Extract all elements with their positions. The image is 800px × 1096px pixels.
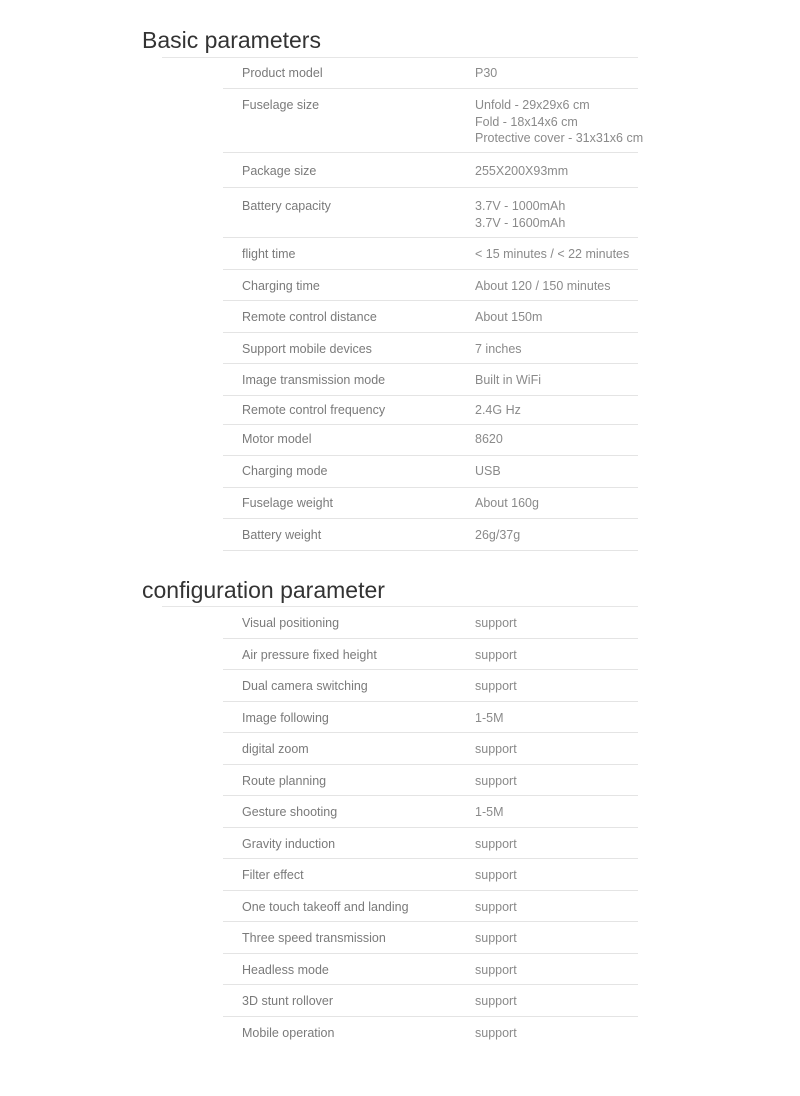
table-row <box>223 607 638 639</box>
row-value: support <box>475 616 517 630</box>
row-label: Filter effect <box>242 868 304 882</box>
row-label: Battery weight <box>242 528 322 542</box>
row-value: 7 inches <box>475 342 522 356</box>
row-value: < 15 minutes / < 22 minutes <box>475 247 630 261</box>
row-label: Gesture shooting <box>242 805 338 819</box>
table-row <box>223 488 638 519</box>
row-label: Image transmission mode <box>242 373 386 387</box>
table-row <box>223 89 644 153</box>
table-row <box>223 985 638 1017</box>
row-label: Gravity induction <box>242 837 336 851</box>
row-value: support <box>475 742 517 756</box>
row-value: support <box>475 994 517 1008</box>
configuration-parameter-title: configuration parameter <box>142 577 385 603</box>
row-label: Battery capacity <box>242 199 331 213</box>
row-value: P30 <box>475 66 498 80</box>
table-row <box>223 188 638 238</box>
row-value: 26g/37g <box>475 528 521 542</box>
table-row <box>223 425 638 456</box>
table-row <box>223 765 638 796</box>
row-label: Mobile operation <box>242 1026 335 1040</box>
table-row <box>223 270 638 301</box>
table-row <box>223 238 638 270</box>
row-label: Remote control distance <box>242 310 377 324</box>
table-row <box>223 456 638 488</box>
row-label: Fuselage weight <box>242 496 334 510</box>
row-value: 255X200X93mm <box>475 164 569 178</box>
table-row <box>223 828 638 859</box>
table-row <box>223 922 638 954</box>
row-label: digital zoom <box>242 742 309 756</box>
table-row <box>223 396 638 425</box>
table-row <box>223 1017 638 1048</box>
row-label: Three speed transmission <box>242 931 386 945</box>
row-value: 1-5M <box>475 711 504 725</box>
row-label: Remote control frequency <box>242 403 386 417</box>
table-row <box>223 153 638 188</box>
basic-parameters-table <box>223 57 644 551</box>
row-label: One touch takeoff and landing <box>242 900 409 914</box>
table-row <box>223 702 638 733</box>
row-label: flight time <box>242 247 296 261</box>
row-value: About 150m <box>475 310 543 324</box>
row-value: support <box>475 648 517 662</box>
table-row <box>223 954 638 985</box>
row-value: support <box>475 900 517 914</box>
row-value: About 120 / 150 minutes <box>475 279 611 293</box>
row-value: support <box>475 774 517 788</box>
table-row <box>223 333 638 364</box>
table-row <box>223 519 638 551</box>
table-row <box>223 733 638 765</box>
row-label: Fuselage size <box>242 98 320 112</box>
table-row <box>223 796 638 828</box>
table-row <box>223 364 638 396</box>
row-label: Charging time <box>242 279 320 293</box>
row-label: Product model <box>242 66 323 80</box>
row-value: About 160g <box>475 496 539 510</box>
row-value: 1-5M <box>475 805 504 819</box>
table-row <box>223 639 638 670</box>
row-value: support <box>475 931 517 945</box>
row-label: Headless mode <box>242 963 329 977</box>
row-label: Image following <box>242 711 329 725</box>
row-value: 2.4G Hz <box>475 403 521 417</box>
row-label: Charging mode <box>242 464 328 478</box>
row-value: support <box>475 868 517 882</box>
row-value: support <box>475 963 517 977</box>
table-row <box>223 891 638 922</box>
row-label: Route planning <box>242 774 327 788</box>
row-value: support <box>475 679 517 693</box>
row-value: 8620 <box>475 432 503 446</box>
row-value: support <box>475 837 517 851</box>
table-row <box>223 859 638 891</box>
row-value: 3.7V - 1000mAh 3.7V - 1600mAh <box>475 199 566 230</box>
row-label: Dual camera switching <box>242 679 368 693</box>
row-value: Built in WiFi <box>475 373 541 387</box>
row-value: Unfold - 29x29x6 cm Fold - 18x14x6 cm Protective cover - 31x31x6 cm <box>475 98 644 145</box>
row-label: Visual positioning <box>242 616 340 630</box>
configuration-parameter-table <box>223 607 638 1048</box>
row-value: USB <box>475 464 501 478</box>
table-row <box>223 670 638 702</box>
table-row <box>223 57 638 89</box>
row-value: support <box>475 1026 517 1040</box>
row-label: Support mobile devices <box>242 342 372 356</box>
basic-parameters-title: Basic parameters <box>142 27 321 53</box>
row-label: Motor model <box>242 432 312 446</box>
row-label: Air pressure fixed height <box>242 648 377 662</box>
row-label: Package size <box>242 164 317 178</box>
table-row <box>223 301 638 333</box>
row-label: 3D stunt rollover <box>242 994 334 1008</box>
